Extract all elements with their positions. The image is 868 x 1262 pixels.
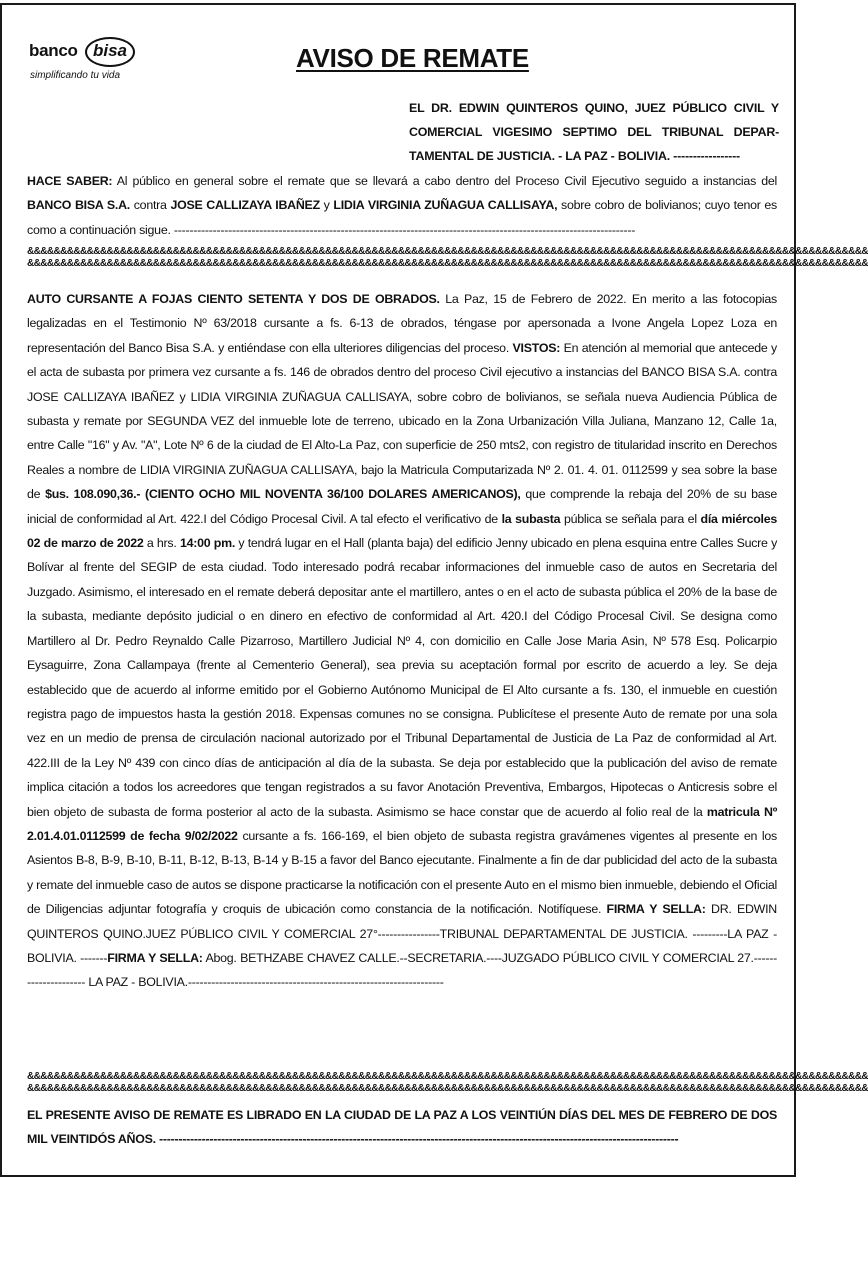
bold-run: día miércoles 02 de marzo de 2022: [27, 511, 778, 551]
page-title: AVISO DE REMATE: [296, 43, 529, 73]
text-run: que comprende la rebaja del 20% de su base inicial de conformidad al Art. 422.I del Código Procesal Civil. A tal efecto el verificativo de: [27, 487, 777, 526]
ampersand-separator-top: [27, 246, 868, 270]
bold-run: VISTOS:: [512, 340, 561, 355]
bold-run: $us. 108.090,36.- (CIENTO OCHO MIL NOVENTA 36/100 DOLARES AMERICANOS),: [45, 487, 521, 502]
ampersand-separator-bottom: [27, 1071, 868, 1095]
text-run: sobre cobro de bolivianos; cuyo tenor es como a continuación sigue. -----------------------------------------------------------------------------------------------------------------------: [27, 198, 777, 237]
bold-run: matricula Nº 2.01.4.01.0112599 de fecha 9/02/2022: [27, 804, 777, 843]
logo-tagline: simplificando tu vida: [30, 70, 121, 81]
text-run: Al público en general sobre el remate que se llevará a cabo dentro del Proceso Civil Ejecutivo seguido a instancias del: [112, 174, 777, 188]
bold-run: la subasta: [501, 511, 561, 526]
hace-saber-lead: HACE SABER:: [27, 174, 113, 188]
separator-line: &&&&&&&&&&&&&&&&&&&&&&&&&&&&&&&&&&&&&&&&&&&&&&&&&&&&&&&&&&&&&&&&&&&&&&&&&&&&&&&&&&&&&&&&&&&&&&&&&&&&&&&&&&&&&&&&&&&&&&&&&&&&&&&: [27, 258, 868, 269]
bold-run: AUTO CURSANTE A FOJAS CIENTO SETENTA Y DOS DE OBRADOS.: [27, 292, 440, 306]
notice-frame: [0, 3, 868, 1177]
hace-saber-paragraph: [27, 169, 777, 242]
bold-run: 14:00 pm.: [179, 536, 236, 551]
text-run: Abog. BETHZABE CHAVEZ CALLE.--SECRETARIA.----JUZGADO PÚBLICO CIVIL Y COMERCIAL 27.--------------------- LA PAZ - BOLIVIA.------------------------------------------------------------------: [27, 950, 777, 990]
logo-bank-word: banco: [29, 41, 78, 60]
text-run: a hrs.: [143, 536, 180, 551]
bold-run: LIDIA VIRGINIA ZUÑAGUA CALLISAYA,: [333, 198, 558, 213]
banco-bisa-logo: [29, 37, 149, 87]
closing-paragraph: EL PRESENTE AVISO DE REMATE ES LIBRADO EN LA CIUDAD DE LA PAZ A LOS VEINTIÚN DÍAS DEL MES DE FEBRERO DE DOS MIL VEINTIDÓS AÑOS. --------------------------------------------------------------------------------------------------------------------------------------: [27, 1108, 777, 1147]
separator-line: &&&&&&&&&&&&&&&&&&&&&&&&&&&&&&&&&&&&&&&&&&&&&&&&&&&&&&&&&&&&&&&&&&&&&&&&&&&&&&&&&&&&&&&&&&&&&&&&&&&&&&&&&&&&&&&&&&&&&&&&&&&&&&&: [27, 1071, 868, 1082]
text-run: contra: [129, 198, 171, 213]
separator-line: &&&&&&&&&&&&&&&&&&&&&&&&&&&&&&&&&&&&&&&&&&&&&&&&&&&&&&&&&&&&&&&&&&&&&&&&&&&&&&&&&&&&&&&&&&&&&&&&&&&&&&&&&&&&&&&&&&&&&&&&&&&&&&&: [27, 246, 868, 257]
text-run: La Paz, 15 de Febrero de 2022. En merito a las fotocopias legalizadas en el Testimonio Nº 63/2018 cursante a fs. 6-13 de obrados, téngase por apersonada a Ivone Angela Lopez Loza en representación del Banco Bisa S.A. y entiéndase con ella ulteriores diligencias del proceso.: [27, 292, 777, 355]
text-run: En atención al memorial que antecede y el acta de subasta por primera vez cursante a fs. 146 de obrados dentro del proceso Civil ejecutivo a instancias del BANCO BISA S.A. contra JOSE CALLIZAYA IBAÑEZ y LIDIA VIRGINIA ZUÑAGUA CALLISAYA, sobre cobro de bolivianos, se señala nueva Audiencia Pública de subasta y remate por SEGUNDA VEZ del inmueble lote de terreno, ubicado en la Zona Urbanización Villa Juliana, Manzano 12, Calle 1a, entre Calle "16" y Av. "A", Lote Nº 6 de la ciudad de El Alto-La Paz, con superficie de 250 mts2, con registro de titularidad inscrito en Derechos Reales a nombre de LIDIA VIRGINIA ZUÑAGUA CALLISAYA, bajo la Matricula Computarizada Nº 2. 01. 4. 01. 0112599 y sea sobre la base de: [27, 340, 777, 502]
text-run: DR. EDWIN QUINTEROS QUINO.JUEZ PÚBLICO CIVIL Y COMERCIAL 27°----------------TRIBUNAL DEPARTAMENTAL DE JUSTICIA. ---------LA PAZ - BOLIVIA. -------: [27, 902, 778, 965]
judge-heading: EL DR. EDWIN QUINTEROS QUINO, JUEZ PÚBLICO CIVIL Y COMERCIAL VIGESIMO SEPTIMO DEL TRIBUNAL DEPAR- TAMENTAL DE JUSTICIA. - LA PAZ - BOLIVIA. -----------------: [409, 101, 779, 163]
bold-run: FIRMA Y SELLA:: [606, 902, 706, 917]
text-run: pública se señala para el: [560, 511, 701, 526]
auto-paragraph: [27, 287, 777, 995]
logo-bisa-bubble: bisa: [85, 37, 135, 67]
text-run: y: [319, 198, 334, 213]
bold-run: JOSE CALLIZAYA IBAÑEZ: [170, 198, 320, 213]
separator-line: &&&&&&&&&&&&&&&&&&&&&&&&&&&&&&&&&&&&&&&&&&&&&&&&&&&&&&&&&&&&&&&&&&&&&&&&&&&&&&&&&&&&&&&&&&&&&&&&&&&&&&&&&&&&&&&&&&&&&&&&&&&&&&&: [27, 1083, 868, 1094]
text-run: cursante a fs. 166-169, el bien objeto de subasta registra gravámenes vigentes al presente en los Asientos B-8, B-9, B-10, B-11, B-12, B-13, B-14 y B-15 a favor del Banco ejecutante. Finalmente a fin de dar publicidad del acto de la subasta y remate del inmueble caso de autos se dispone practicarse la notificación con el presente Auto en el mismo bien inmueble, debiendo el Oficial de Diligencias adjuntar fotografía y croquis de ubicación como constancia de la notificación. Notifíquese.: [27, 828, 777, 917]
text-run: y tendrá lugar en el Hall (planta baja) del edificio Jenny ubicado en plena esquina entre Calles Sucre y Bolívar al frente del SEGIP de esta ciudad. Todo interesado podrá recabar informaciones del inmueble caso de autos en Secretaria del Juzgado. Asimismo, el interesado en el remate deberá depositar ante el martillero, antes o en el acto de subasta pública el 20% de la base de la subasta, mediante depósito judicial o en dinero en efectivo de conformidad al Art. 420.I del Código Procesal Civil. Se designa como Martillero al Dr. Pedro Reynaldo Calle Pizarroso, Martillero Judicial Nº 4, con domicilio en Calle Jose Maria Asin, Nº 578 Esq. Policarpio Eysaguirre, Zona Callampaya (frente al Cementerio General), sea previa su aceptación formal por escrito de acuerdo a ley. Se deja establecido que de acuerdo al informe emitido por el Gobierno Autónomo Municipal de El Alto cursante a fs. 130, el inmueble en cuestión registra pago de impuestos hasta la gestión 2018. Expensas comunes no se consigna. Publicítese el presente Auto de remate por una sola vez en un medio de prensa de circulación nacional autorizado por el Tribunal Departamental de Justicia de La Paz de conformidad al Art. 422.III de la Ley Nº 439 con cinco días de anticipación al día de la subasta. Se deja por establecido que la publicación del aviso de remate implica citación a todos los acreedores que tengan registrados a su favor Anotación Preventiva, Embargos, Hipotecas o Anticresis sobre el bien objeto de subasta de forma posterior al acto de la subasta. Asimismo se hace constar que de acuerdo al folio real de la: [27, 536, 778, 819]
bold-run: BANCO BISA S.A.: [27, 198, 130, 213]
bold-run: FIRMA Y SELLA:: [107, 950, 203, 965]
